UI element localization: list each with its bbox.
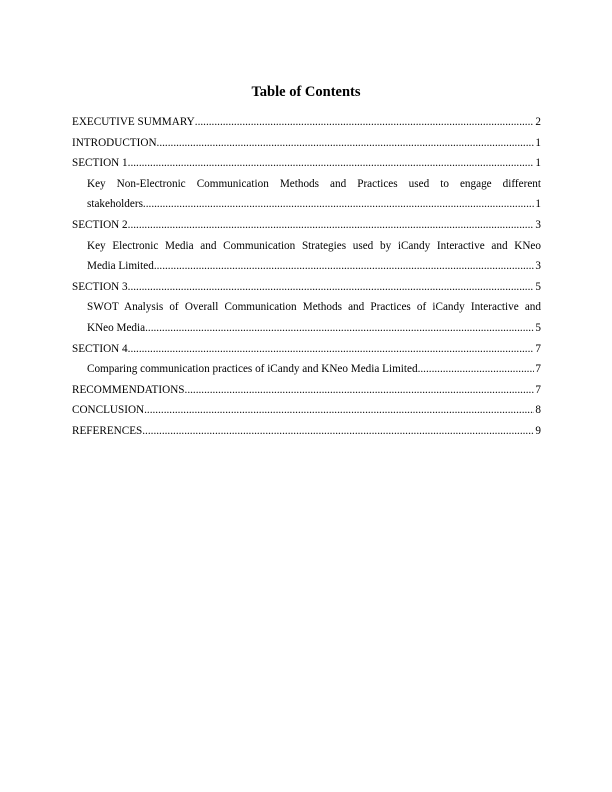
toc-subentry-line1[interactable]: Key Non-Electronic Communication Methods and Practices used to engage different [87, 177, 541, 190]
toc-entry-section-3[interactable] [72, 277, 541, 298]
table-of-contents [72, 112, 541, 442]
toc-entry-label: REFERENCES [72, 424, 143, 437]
toc-page-number: 2 [535, 116, 541, 128]
toc-entry-label: INTRODUCTION [72, 136, 157, 149]
toc-page-number: 1 [535, 198, 541, 211]
toc-page-number: 7 [535, 363, 541, 376]
leader-dots [418, 359, 535, 380]
toc-entry-label: EXECUTIVE SUMMARY [72, 116, 195, 128]
toc-entry-executive-summary[interactable] [72, 112, 541, 133]
toc-page-number: 7 [535, 383, 541, 396]
toc-page-number: 3 [535, 218, 541, 231]
toc-title: Table of Contents [251, 84, 361, 100]
toc-entry-label: stakeholders [87, 198, 143, 211]
toc-entry-references[interactable] [72, 421, 541, 442]
toc-subentry-swot-analysis[interactable] [72, 318, 541, 339]
toc-entry-label: SECTION 4 [72, 342, 128, 355]
leader-dots [128, 277, 535, 298]
leader-dots [185, 380, 535, 401]
toc-entry-label: RECOMMENDATIONS [72, 383, 185, 396]
toc-page-number: 8 [535, 404, 541, 417]
toc-entry-section-2[interactable] [72, 215, 541, 236]
leader-dots [154, 256, 535, 277]
toc-page-number: 9 [535, 424, 541, 437]
leader-dots [195, 112, 535, 133]
toc-entry-conclusion[interactable] [72, 400, 541, 421]
toc-entry-label: KNeo Media [87, 321, 146, 334]
leader-dots [128, 153, 535, 174]
toc-page-number: 5 [535, 280, 541, 293]
toc-entry-label: SECTION 3 [72, 280, 128, 293]
leader-dots [143, 194, 534, 215]
toc-subentry-electronic-media[interactable] [72, 256, 541, 277]
toc-entry-section-1[interactable] [72, 153, 541, 174]
toc-entry-label: CONCLUSION [72, 404, 145, 417]
toc-page-number: 1 [535, 157, 541, 170]
toc-entry-section-4[interactable] [72, 339, 541, 360]
leader-dots [128, 339, 535, 360]
toc-entry-label: Media Limited [87, 260, 154, 273]
leader-dots [157, 133, 535, 154]
leader-dots [142, 421, 534, 442]
toc-subentry-line1[interactable]: SWOT Analysis of Overall Communication Methods and Practices of iCandy Interactive and [87, 301, 541, 314]
toc-entry-label: SECTION 1 [72, 157, 128, 170]
toc-page-number: 3 [535, 260, 541, 273]
toc-subentry-line1[interactable]: Key Electronic Media and Communication Strategies used by iCandy Interactive and KNeo [87, 239, 541, 252]
toc-subentry-comparing-practices[interactable] [72, 359, 541, 380]
leader-dots [145, 318, 534, 339]
toc-entry-introduction[interactable] [72, 133, 541, 154]
toc-entry-label: Comparing communication practices of iCandy and KNeo Media Limited [87, 363, 418, 376]
toc-page-number: 7 [535, 342, 541, 355]
toc-page-number: 5 [535, 321, 541, 334]
toc-entry-recommendations[interactable] [72, 380, 541, 401]
toc-entry-label: SECTION 2 [72, 218, 128, 231]
leader-dots [144, 400, 534, 421]
toc-subentry-non-electronic[interactable] [72, 194, 541, 215]
leader-dots [128, 215, 535, 236]
toc-page-number: 1 [535, 136, 541, 149]
